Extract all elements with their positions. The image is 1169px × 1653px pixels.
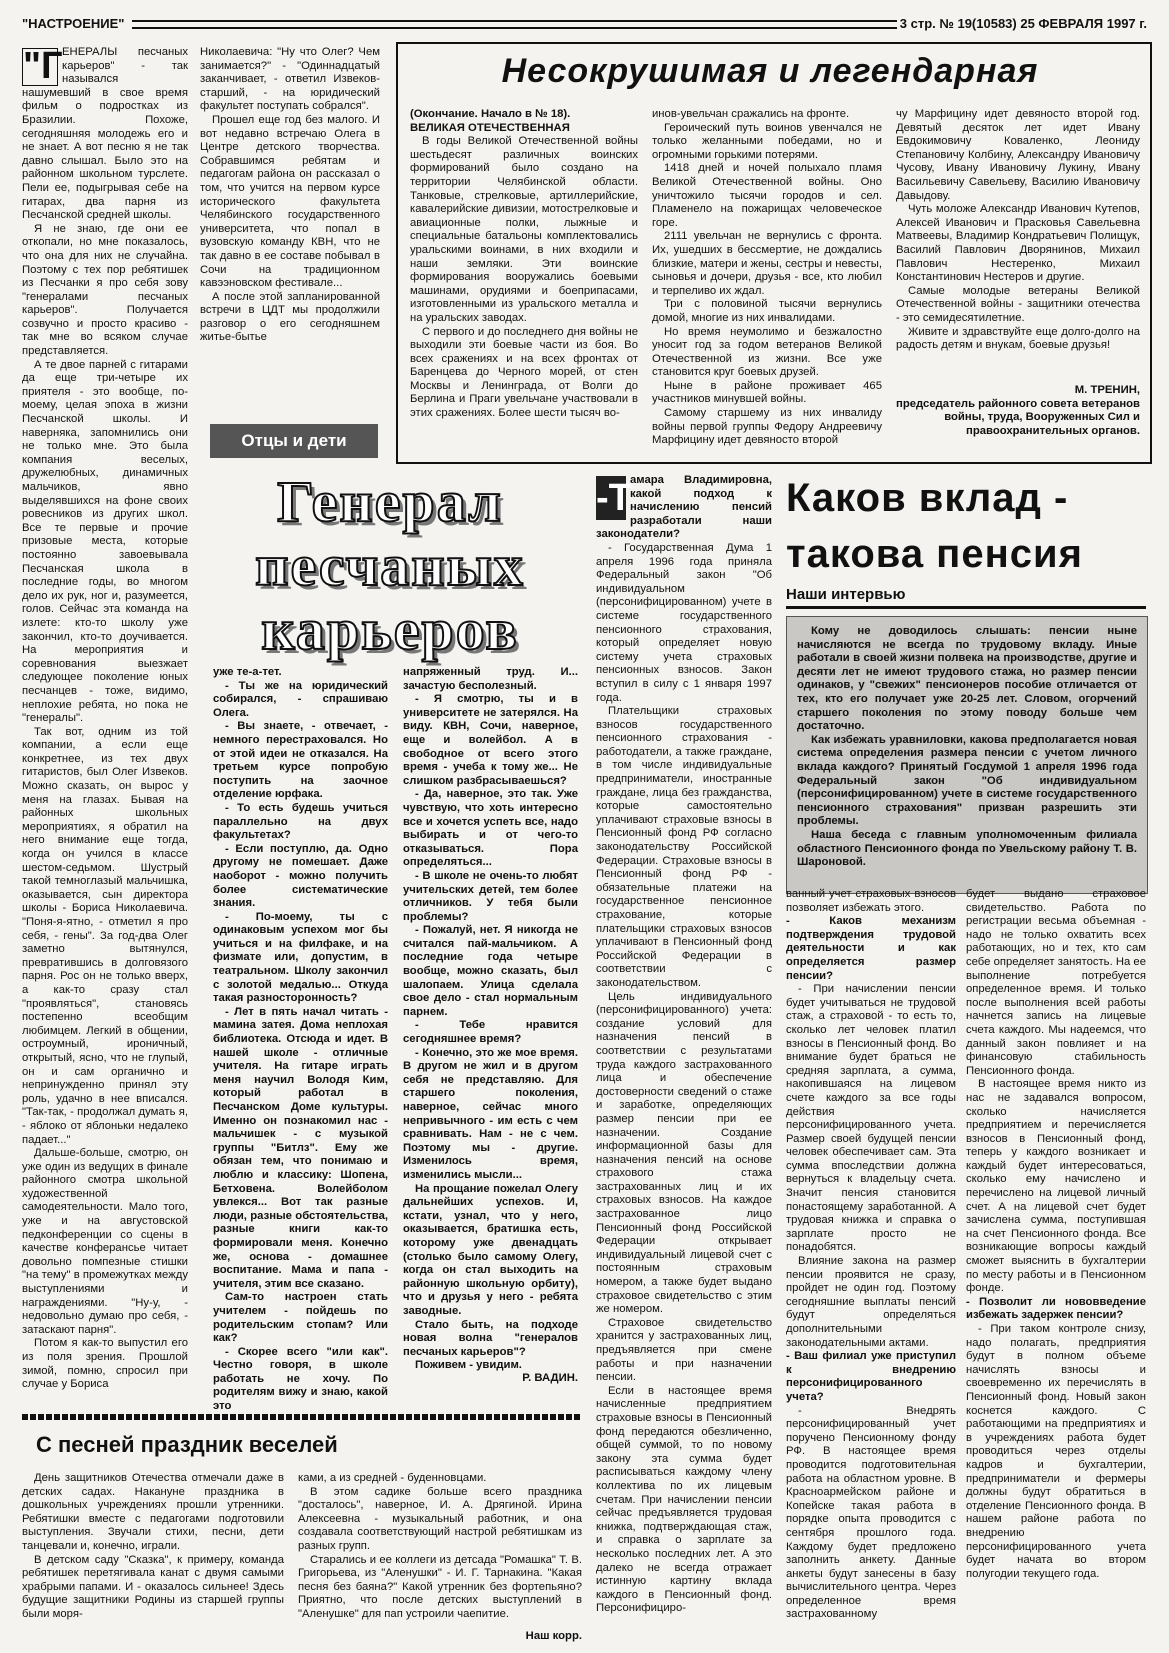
holiday-p2: В детском саду "Сказка", к примеру, команда ребятишек перетягивала канат с двумя самыми храбрыми папами. И - оказалось сильнее! Здесь будущие защитники Родины из старшей группы были моря- bbox=[22, 1553, 284, 1620]
interview-b10: Поживем - увидим. bbox=[415, 1359, 522, 1372]
pension-q2: - Каков механизм подтверждения трудовой деятельности и как определяется размер пенсии? bbox=[786, 915, 956, 982]
general-p9: А после этой запланированной встречи в ЦДТ мы продолжили разговор о его сегодняшнем житье-бытье bbox=[200, 290, 380, 344]
veterans-p3: инов-увельчан сражались на фронте. bbox=[652, 108, 850, 120]
veterans-p7: Три с половиной тысячи вернулись домой, многие из них инвалидами. bbox=[652, 298, 882, 324]
general-title-line3: карьеров bbox=[261, 597, 519, 662]
general-lead-col1 bbox=[22, 45, 188, 1391]
pension-m2: - При начислении пенсии будет учитываться не трудовой стаж, а страховой - то есть то, сколько лет человек платил взносы в Пенсионный фонд. Во внимание будет браться не средняя зарплата, а сумма, накопившаяся на лицевом счете каждого за все годы действия персонифицированного учета. Размер своей будущей пенсии человек обеспечивает сам. Эта сумма впоследствии должна вернуться к владельцу счета. Значит пенсия становится понастоящему заработанной. А трудовая книжка и справка о зарплате просто не понадобятся. bbox=[786, 983, 956, 1254]
veterans-p4: Героический путь воинов увенчался не только желанными победами, но и огромными горькими потерями. bbox=[652, 121, 882, 161]
pension-r3: - При таком контроле снизу, надо полагать, предприятия будут в полном объеме начислять взносы и своевременно их перечислять в Пенсионный фонд. Новый закон коснется каждого. С работающими на предприятиях и в учреждениях работа будет проводиться через отделы кадров и бухгалтерии, предприниматели и фермеры должны будут обратиться в отделение Пенсионного фонда. В нашем районе работа по внедрению персонифицированного учета будет начата во втором полугодии текущего года. bbox=[966, 1323, 1146, 1580]
dropcap-g: "Г bbox=[23, 45, 63, 87]
veterans-col1 bbox=[410, 108, 638, 453]
interview-b5: - Пожалуй, нет. Я никогда не считался пай-мальчиком. А последние года четыре вообще, можно сказать, был шалопаем. Улица сделала свое дело - стал нормальным парнем. bbox=[403, 924, 578, 1018]
general-col-b bbox=[403, 666, 578, 1372]
pension-m3: Влияние закона на размер пенсии проявится не сразу, пройдет не один год. Поэтому сегодняшние выплаты пенсий будут определяться дополнительными законодательными актами. bbox=[786, 1255, 956, 1349]
general-col-a bbox=[213, 666, 388, 1413]
pension-intro-p1: Кому не доводилось слышать: пенсии ныне начисляются не всегда по трудовому вкладу. Иные работали в своей жизни полвека на производстве, другие и десяти лет не имеют трудового стажа, но размер пенсии одинаков, у "свежих" пенсионеров пособие отличается от тех, кто его получает уже 20-25 лет. Словом, огорчений старшего поколения по этому поводу больше чем достаточно. bbox=[797, 625, 1137, 733]
veterans-p6: 2111 увельчан не вернулись с фронта. Их, ушедших в бессмертие, не дождались близкие, матери и жены, сестры и невесты, сыновья и дочери, друзья - все, кто любил и терпеливо их ждал. bbox=[652, 230, 882, 297]
interview-a8: Сам-то настроен стать учителем - пойдешь по родительским стопам? Или как? bbox=[213, 1291, 388, 1345]
general-lead-col2 bbox=[200, 46, 380, 406]
general-p7: Николаевича: "Ну что Олег? Чем занимается?" - "Одиннадцатый заканчивает, - ответил Извеков-старший, - на юридический факультет поступать собрался". bbox=[200, 46, 380, 113]
veterans-continued: (Окончание. Начало в № 18). bbox=[410, 108, 571, 120]
holiday-title: С песней праздник веселей bbox=[36, 1432, 338, 1457]
pension-title-line1: Каков вклад - bbox=[786, 476, 1069, 520]
veterans-p10: Самому старшему из них инвалиду войны первой группы Федору Андреевичу Марфицину идет девяносто второй bbox=[652, 407, 882, 447]
issue-info: 3 стр. № 19(10583) 25 ФЕВРАЛЯ 1997 г. bbox=[899, 16, 1147, 31]
veterans-p12: Чуть моложе Александр Иванович Кутепов, Алексей Иванович и Прасковья Савельевна Матвеевы, Владимир Кондратьевич Полищук, Василий Павлович Дворянинов, Михаил Павлович Нестеренко, Михаил Константинович Нестеров и другие. bbox=[896, 203, 1140, 284]
veterans-p2: С первого и до последнего дня войны не выходили эти боевые части из боя. Во всех сражениях и на всех фронтах от Баренцева до Черного морей, от стен Москвы и Ленинграда, от Волги до Берлина и Праги увельчане участвовали в этих сражениях. Более шести тысяч во- bbox=[410, 325, 638, 420]
holiday-p3: ками, а из средней - буденновцами. bbox=[298, 1472, 487, 1484]
interview-a2: - Ты же на юридический собирался, - спрашиваю Олега. bbox=[213, 679, 388, 719]
general-p3: А те двое парней с гитарами да еще три-четыре их приятеля - это вообще, по-моему, целая эпоха в жизни Песчанской школы. И наверняка, запомнились они не только мне. Это была компания веселых, дружелюбных, динамичных мальчиков, явно выделявшихся на фоне своих ровесников из других школ. Все те первые и прочие призовые места, которые постоянно завоевывала Песчанская школа в последние годы, во многом дело их рук, ног и, разумеется, голов. Сейчас эта команда на излете: кто-то школу уже закончил, кто-то доучивается. На мероприятия и соревнования выезжает следующее поколение юных песчанцев - тоже, видимо, неплохие ребята, но пока не "генералы". bbox=[22, 358, 188, 725]
pension-q3: - Ваш филиал уже приступил к внедрению персонифицированного учета? bbox=[786, 1350, 956, 1403]
pension-r2: В настоящее время никто из нас не задавался вопросом, сколько начисляется предприятием и перечисляется взносов в Пенсионный фонд, теперь у каждого возникает и каждый будет интересоваться, сколько ему начислено и перечислено на лицевой личный счет. А на лицевой счет будет зачислена сумма, поступившая на счет Пенсионного фонда. Все возникающие вопросы каждый сможет выяснить в бухгалтерии по месту работы и в Пенсионном фонде. bbox=[966, 1078, 1146, 1295]
interview-a4: - То есть будешь учиться параллельно на двух факультетах? bbox=[213, 801, 388, 842]
pension-intro-p2: Как избежать уравниловки, какова предполагается новая система определения размера пенсии с учетом личного вклада каждого? Принятый Госдумой 1 апреля 1996 года Федеральный закон "Об индивидуальном (персонифицированном) учете в системе государственного пенсионного страхования" призван разрешить эти проблемы. bbox=[797, 733, 1137, 828]
pension-col-mid bbox=[786, 888, 956, 1646]
interview-a6: - По-моему, ты с одинаковым успехом мог бы учиться и на филфаке, и на физмате или, допустим, в театральном. Школу закончил с золотой медалью... Откуда такая разносторонность? bbox=[213, 910, 388, 1005]
pension-r1: будет выдано страховое свидетельство. Работа по регистрации весьма объемная - надо не только охватить всех работающих, но и тех, кто сам себе определяет занятость. На ее выполнение потребуется определенное время. И только после выполнения всей работы начнется запись на лицевые счета каждого. Мы надеемся, что данный закон повлияет и на финансовую стабильность Пенсионного фонда. bbox=[966, 888, 1146, 1077]
dropcap-t: -Т bbox=[596, 477, 632, 519]
holiday-top-rule bbox=[22, 1414, 582, 1420]
interview-b6: - Тебе нравится сегодняшнее время? bbox=[403, 1019, 578, 1046]
veterans-subhead: ВЕЛИКАЯ ОТЕЧЕСТВЕННАЯ bbox=[410, 121, 570, 134]
veterans-signature-role: председатель районного совета ветеранов войны, труда, Вооруженных Сил и правоохранительных органов. bbox=[896, 397, 1140, 437]
veterans-title: Несокрушимая и легендарная bbox=[501, 52, 1039, 90]
holiday-p4: В этом садике больше всего праздника "досталось", наверное, И. А. Дрягиной. Ирина Алексеевна - музыкальный работник, и она создавала соответствующий настрой ребятишкам из разных групп. bbox=[298, 1485, 582, 1552]
general-title-line2: песчаных bbox=[255, 533, 525, 598]
veterans-p8: Но время неумолимо и безжалостно уносит год за годом ветеранов Великой Отечественной из жизни. Все уже становится круг боевых друзей. bbox=[652, 325, 882, 379]
pension-a5: Если в настоящее время начисленные предприятием страховые взносы в Пенсионный фонд передаются обезличенно, общей суммой, то по новому закону эта сумма будет расписываться каждому члену коллектива по их лицевым счетам. При начислении пенсии сейчас предъявляется трудовая книжка, подтверждающая стаж, и справка о зарплате за несколько последних лет. А это далеко не всегда отражает истинную картину вклада каждого в Пенсионный фонд. Персонифициро- bbox=[596, 1384, 772, 1615]
interview-a3: - Вы знаете, - отвечает, - немного перестраховался. Но от этой идеи не отказался. На третьем курсе попробую поступить на заочное отделение юрфака. bbox=[213, 720, 388, 801]
interview-b1: напряженный труд. И... зачастую бесполезный. bbox=[403, 666, 578, 692]
veterans-p5: 1418 дней и ночей полыхало пламя Великой Отечественной войны. Оно уничтожило тысячи городов и сел. Пламенело на пожарищах человеческое горе. bbox=[652, 162, 882, 229]
interview-b2: - Я смотрю, ты и в университете не затерялся. На виду. КВН, Сочи, наверное, еще и волейбол. А в свободное от всего этого время - учеба к тому же... Не слишком разбрасываешься? bbox=[403, 693, 578, 787]
pension-col-left bbox=[596, 474, 772, 1646]
holiday-p1: День защитников Отечества отмечали даже в детских садах. Накануне праздника в дошкольных учреждениях прошли утренники. Ребятишки вместе с педагогами подготовили выступления. Звучали стихи, песни, дети танцевали и, конечно, играли. bbox=[22, 1472, 284, 1552]
interview-b3: - Да, наверное, это так. Уже чувствую, что хоть интересно все и хочется успеть все, надо выбирать и от чего-то отказываться. Пора определяться... bbox=[403, 788, 578, 869]
pension-m4: - Внедрять персонифицированный учет поручено Пенсионному фонду РФ. В настоящее время проводится подготовительная работа на областном уровне. В Красноармейском районе и Копейске такая работа в порядке опыта проводится с сентября прошлого года. Каждому будет предложено заполнить анкету. Данные анкеты будут занесены в базу вычислительного центра. Через определенное время застрахованному bbox=[786, 1404, 956, 1621]
veterans-col2 bbox=[652, 108, 882, 453]
running-head bbox=[22, 14, 1147, 34]
pension-intro-box bbox=[786, 616, 1148, 894]
pension-a4: Страховое свидетельство хранится у застрахованных лиц, предъявляется при смене работы и при назначении пенсии. bbox=[596, 1316, 772, 1384]
interview-b7: - Конечно, это же мое время. В другом не жил и в другом себя не представляю. Для старшего поколения, наверное, сейчас много непривычного - им есть с чем сравнивать. Нам - не с чем. Поэтому мы - другие. Изменилось время, изменились мысли... bbox=[403, 1046, 578, 1181]
veterans-signature-block bbox=[896, 384, 1140, 456]
general-p2: Я не знаю, где они ее откопали, но мне показалось, что она для них не случайна. Поэтому с тех пор ребятишек из Песчанки я про себя зову "генералами песчаных карьеров". Получается созвучно и просто красиво - так мне во всяком случае представляется. bbox=[22, 222, 188, 358]
pension-a2: Плательщики страховых взносов государственного пенсионного страхования - работодатели, а также граждане, в том числе индивидуальные предприниматели, иностранные граждане, лица без гражданства, которые самостоятельно уплачивают страховые взносы в Пенсионный фонд РФ согласно законодательству Российской Федерации. Страховые взносы в Пенсионный фонд РФ - обязательные платежи на государственное пенсионное страхование, которые плательщики страховых взносов уплачивают в Пенсионный фонд Российской Федерации в соответствии с законодательством. bbox=[596, 705, 772, 989]
veterans-signature: М. ТРЕНИН, bbox=[1074, 384, 1140, 396]
veterans-col3 bbox=[896, 108, 1140, 388]
pension-q4: - Позволит ли нововведение избежать задержек пенсии? bbox=[966, 1295, 1146, 1322]
pension-title bbox=[786, 470, 1156, 590]
general-p6: Потом я как-то выпустил его из поля зрения. Прошлой зимой, помню, спросил при случае у Бориса bbox=[22, 1337, 188, 1391]
general-signature: Р. ВАДИН. bbox=[522, 1372, 578, 1384]
pension-a3: Цель индивидуального (персонифицированного) учета: создание условий для назначения пенсий в соответствии с результатами труда каждого застрахованного лица и обеспечение достоверности сведений о стаже и заработке, определяющих размер пенсии при ее назначении. Создание информационной базы для назначения пенсий на основе страхового стажа застрахованных лиц и их страховых взносов. На каждое застрахованное лицо Пенсионный фонд Российской Федерации открывает индивидуальный лицевой счет с постоянным страховым номером, а также будет выдано страховое свидетельство с этим же номером. bbox=[596, 990, 772, 1316]
paper-name: "НАСТРОЕНИЕ" bbox=[22, 16, 125, 31]
general-title bbox=[200, 470, 580, 660]
holiday-col1 bbox=[22, 1472, 284, 1646]
pension-title-line2: такова пенсия bbox=[786, 532, 1083, 576]
interview-a7: - Лет в пять начал читать - мамина затея. Дома неплохая библиотека. Отсюда и идет. В нашей школе - отличные учителя. На гитаре играть меня научил Володя Ким, который работал в Песчанском Доме культуры. Именно он познакомил нас - мальчишек - с музыкой группы "Битлз". Ему же обязан тем, что понимаю и люблю и классику: Шопена, Бетховена. Волейболом увлекся... Вот так разные люди, разные обстоятельства, разные книги как-то формировали меня. Конечно же, основа - домашнее воспитание. Мама и папа - учителя, этим все сказано. bbox=[213, 1005, 388, 1290]
general-p1: ЕНЕРАЛЫ песчаных карьеров" - так назывался нашумевший в свое время фильм о подростках из Бразилии. Похоже, сегодняшняя молодежь его и не знает. А вот песню я не так давно слышал. Было это на районном школьном турслете. Пели ее, подыгрывая себе на гитарах, два парня из Песчанской средней школы. bbox=[22, 46, 188, 222]
interview-b9: Стало быть, на подходе новая волна "генералов песчаных карьеров"? bbox=[403, 1318, 578, 1358]
general-p5: Дальше-больше, смотрю, он уже один из ведущих в финале районного смотра школьной художественной самодеятельности. Мало того, уже и на августовской педконференции со сцены в качестве конферансье читает довольно помпезные стишки "на тему" в промежутках между выступлениями и награждениями. "Ну-у, - недовольно думаю про себя, - затаскают парня". bbox=[22, 1147, 188, 1336]
veterans-p11: чу Марфицину идет девяносто второй год. Девятый десяток лет идет Ивану Евдокимовичу Коваленко, Леониду Степановичу Колбину, Александру Ивановичу Чусову, Ивану Ивановичу Лукину, Ивану Васильевичу Савельеву, Василию Ивановичу Давыдову. bbox=[896, 108, 1140, 202]
pension-col-right bbox=[966, 888, 1146, 1646]
pension-intro-p3: Наша беседа с главным уполномоченным филиала областного Пенсионного фонда по Увельскому району Т. В. Шароновой. bbox=[797, 828, 1137, 869]
veterans-p14: Живите и здравствуйте еще долго-долго на радость детям и внукам, боевые друзья! bbox=[896, 325, 1140, 352]
interview-a1: уже те-а-тет. bbox=[213, 666, 282, 678]
interview-b8: На прощание пожелал Олегу дальнейших успехов. И, кстати, узнал, что у него, оказывается, братишка есть, которому уже двенадцать (столько было самому Олегу, когда он стал выходить на районную школьную орбиту), что и друзья у него - ребята заводные. bbox=[403, 1182, 578, 1317]
general-p8: Прошел еще год без малого. И вот недавно встречаю Олега в Центре детского творчества. Собравшимся ребятам и педагогам района он рассказал о том, что учится на первом курсе исторического факультета Челябинского государственного университета, что попал в вузовскую команду КВН, что не так давно в ее составе побывал в Сочи на традиционном кавээновском фестивале... bbox=[200, 113, 380, 290]
pension-a1: - Государственная Дума 1 апреля 1996 года приняла Федеральный закон "Об индивидуальном (персонифицированном) учете в системе государственного пенсионного страхования, который определяет новую систему учета страховых пенсионных взносов. Закон вступил в силу с 1 января 1997 года. bbox=[596, 541, 772, 704]
veterans-p13: Самые молодые ветераны Великой Отечественной войны - защитники отечества - это семидесятилетние. bbox=[896, 284, 1140, 324]
interview-a9: - Скорее всего "или как". Честно говоря, в школе работать не хочу. По родителям вижу и знаю, какой это bbox=[213, 1345, 388, 1413]
interview-b4: - В школе не очень-то любят учительских детей, тем более отличников. У тебя были проблемы? bbox=[403, 869, 578, 923]
header-rule bbox=[132, 20, 897, 29]
veterans-p1: В годы Великой Отечественной войны шестьдесят различных воинских формирований было создано на территории Челябинской области. Танковые, стрелковые, артиллерийские, кавалерийские дивизии, мотострелковые и авиационные полки, лыжные и специальные батальоны комплектовались уральскими воинами, в них входили и наши земляки. Эти воинские формирования вооружались боевыми машинами, орудиями и боеприпасами, изготовленными из уральского металла и на уральских заводах. bbox=[410, 135, 638, 324]
general-title-line1: Генерал bbox=[277, 469, 503, 534]
interview-a5: - Если поступлю, да. Одно другому не помешает. Даже наоборот - можно получить более систематические знания. bbox=[213, 842, 388, 910]
holiday-col2 bbox=[298, 1472, 582, 1628]
pension-rubric-rule bbox=[786, 606, 1146, 609]
pension-m1: ванный учет страховых взносов позволяет избежать этого. bbox=[786, 888, 956, 914]
holiday-signature: Наш корр. bbox=[525, 1630, 582, 1642]
rubric-fathers-sons: Отцы и дети bbox=[210, 424, 378, 458]
general-p4: Так вот, одним из той компании, а если еще конкретнее, из тех двух гитаристов, был Олег Извеков. Можно сказать, он вырос у меня на глазах. Бывая на районных школьных мероприятиях, я обратил на него внимание еще тогда, когда он учился в классе шестом-седьмом. Шустрый такой темноглазый мальчишка, оказывается, сын директора школы - Бориса Николаевича. "Поня-я-ятно, - отметил я про себя, - гены". За год-два Олег заметно вытянулся, превратившись в долговязого парня. Рос он не только вверх, а как-то сразу стал "проявляться", становясь постепенно всеобщим любимцем. Легкий в общении, остроумный, ироничный, открытый, ясно, что не глупый, он и сам органично и непринужденно принял эту роль, удачно в нее вписался. "Так-так, - продолжал думать я, - яблоко от яблоньки недалеко падает..." bbox=[22, 725, 188, 1146]
pension-rubric: Наши интервью bbox=[786, 586, 906, 603]
pension-q1: амара Владимировна, какой подход к начислению пенсий разработали наши законодатели? bbox=[596, 474, 772, 541]
holiday-p5: Старались и ее коллеги из детсада "Ромашка" Т. В. Григорьева, из "Аленушки" - И. Г. Тарнакина. "Какая песня без баяна?" Какой утренник без фортепьяно? Приятно, что после детских выступлений в "Аленушке" для пап устроили чаепитие. bbox=[298, 1553, 582, 1620]
veterans-p9: Ныне в районе проживает 465 участников минувшей войны. bbox=[652, 379, 882, 406]
